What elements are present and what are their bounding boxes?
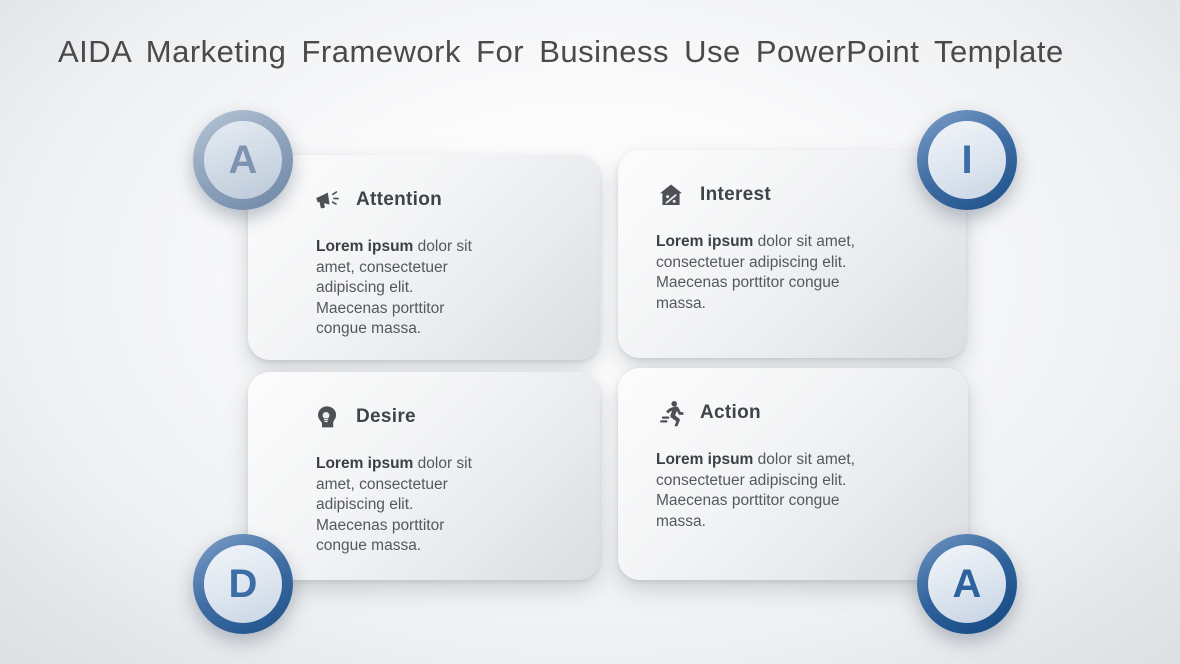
badge-i-interest: [917, 110, 1017, 210]
card-attention-title: Attention: [356, 189, 443, 210]
card-action-body-bold: Lorem ipsum: [656, 451, 758, 468]
card-desire-body-bold: Lorem ipsum: [316, 455, 418, 472]
card-action-body: [618, 428, 888, 532]
card-attention-body-bold: Lorem ipsum: [316, 238, 418, 255]
megaphone-icon: [312, 185, 342, 215]
card-desire-body: [248, 432, 518, 557]
badge-a-action-letter: A: [928, 545, 1006, 623]
card-interest: [618, 150, 966, 358]
card-interest-body-bold: Lorem ipsum: [656, 233, 758, 250]
card-interest-header: [618, 150, 966, 210]
badge-d-desire-letter: D: [204, 545, 282, 623]
card-desire-body-text: dolor sit amet, consectetuer adipiscing elit. Maecenas porttitor congue massa.: [316, 455, 472, 555]
card-attention-body: [248, 215, 518, 340]
card-action: [618, 368, 968, 580]
card-action-body-text: dolor sit amet, consectetuer adipiscing elit. Maecenas porttitor congue massa.: [656, 451, 855, 530]
running-person-icon: [656, 398, 686, 428]
card-action-title: Action: [700, 402, 761, 423]
badge-a-action: [917, 534, 1017, 634]
card-desire-title: Desire: [356, 406, 416, 427]
badge-i-interest-letter: I: [928, 121, 1006, 199]
card-interest-title: Interest: [700, 184, 772, 205]
card-attention: [248, 155, 600, 360]
card-desire-header: [248, 372, 600, 432]
card-action-header: [618, 368, 968, 428]
page-title: AIDA Marketing Framework For Business Use PowerPoint Template: [58, 34, 1064, 69]
badge-a-attention: [193, 110, 293, 210]
head-idea-icon: [312, 402, 342, 432]
card-interest-body-text: dolor sit amet, consectetuer adipiscing elit. Maecenas porttitor congue massa.: [656, 233, 855, 312]
card-desire: [248, 372, 600, 580]
card-interest-body: [618, 210, 888, 314]
card-attention-body-text: dolor sit amet, consectetuer adipiscing elit. Maecenas porttitor congue massa.: [316, 238, 472, 338]
discount-house-icon: [656, 180, 686, 210]
badge-d-desire: [193, 534, 293, 634]
card-attention-header: [248, 155, 600, 215]
badge-a-attention-letter: A: [204, 121, 282, 199]
